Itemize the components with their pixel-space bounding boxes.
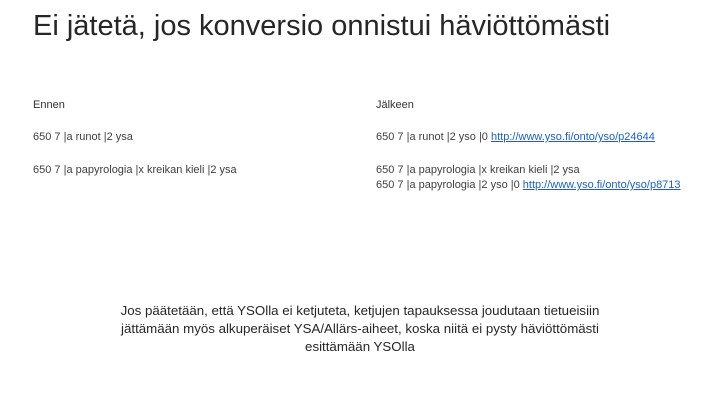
- column-header-before: Ennen: [33, 99, 65, 111]
- row-2-after-line-1: 650 7 |a papyrologia |x kreikan kieli |2 ysa: [376, 164, 580, 176]
- row-2-before-line-1: 650 7 |a papyrologia |x kreikan kieli |2 ysa: [33, 164, 237, 176]
- row-1-before-line-1: 650 7 |a runot |2 ysa: [33, 131, 133, 143]
- row-1-after-line-1: [376, 130, 655, 145]
- footnote-text: Jos päätetään, että YSOlla ei ketjuteta, ketjujen tapauksessa joudutaan tietueisiin jättämään myös alkuperäiset YSA/Allärs-aiheet, koska niitä ei pysty häviöttömästi esittämään YSOlla: [120, 303, 600, 354]
- yso-link-p8713[interactable]: http://www.yso.fi/onto/yso/p8713: [522, 179, 681, 191]
- yso-link-p24644[interactable]: http://www.yso.fi/onto/yso/p24644: [490, 131, 655, 143]
- row-2-after-line-2-text: 650 7 |a papyrologia |2 yso |0: [376, 179, 523, 191]
- slide-title: Ei jätetä, jos konversio onnistui häviöttömästi: [33, 10, 611, 42]
- row-2-after-line-2: [376, 178, 681, 193]
- column-header-after: Jälkeen: [376, 99, 414, 111]
- row-1-after-line-1-text: 650 7 |a runot |2 yso |0: [376, 131, 491, 143]
